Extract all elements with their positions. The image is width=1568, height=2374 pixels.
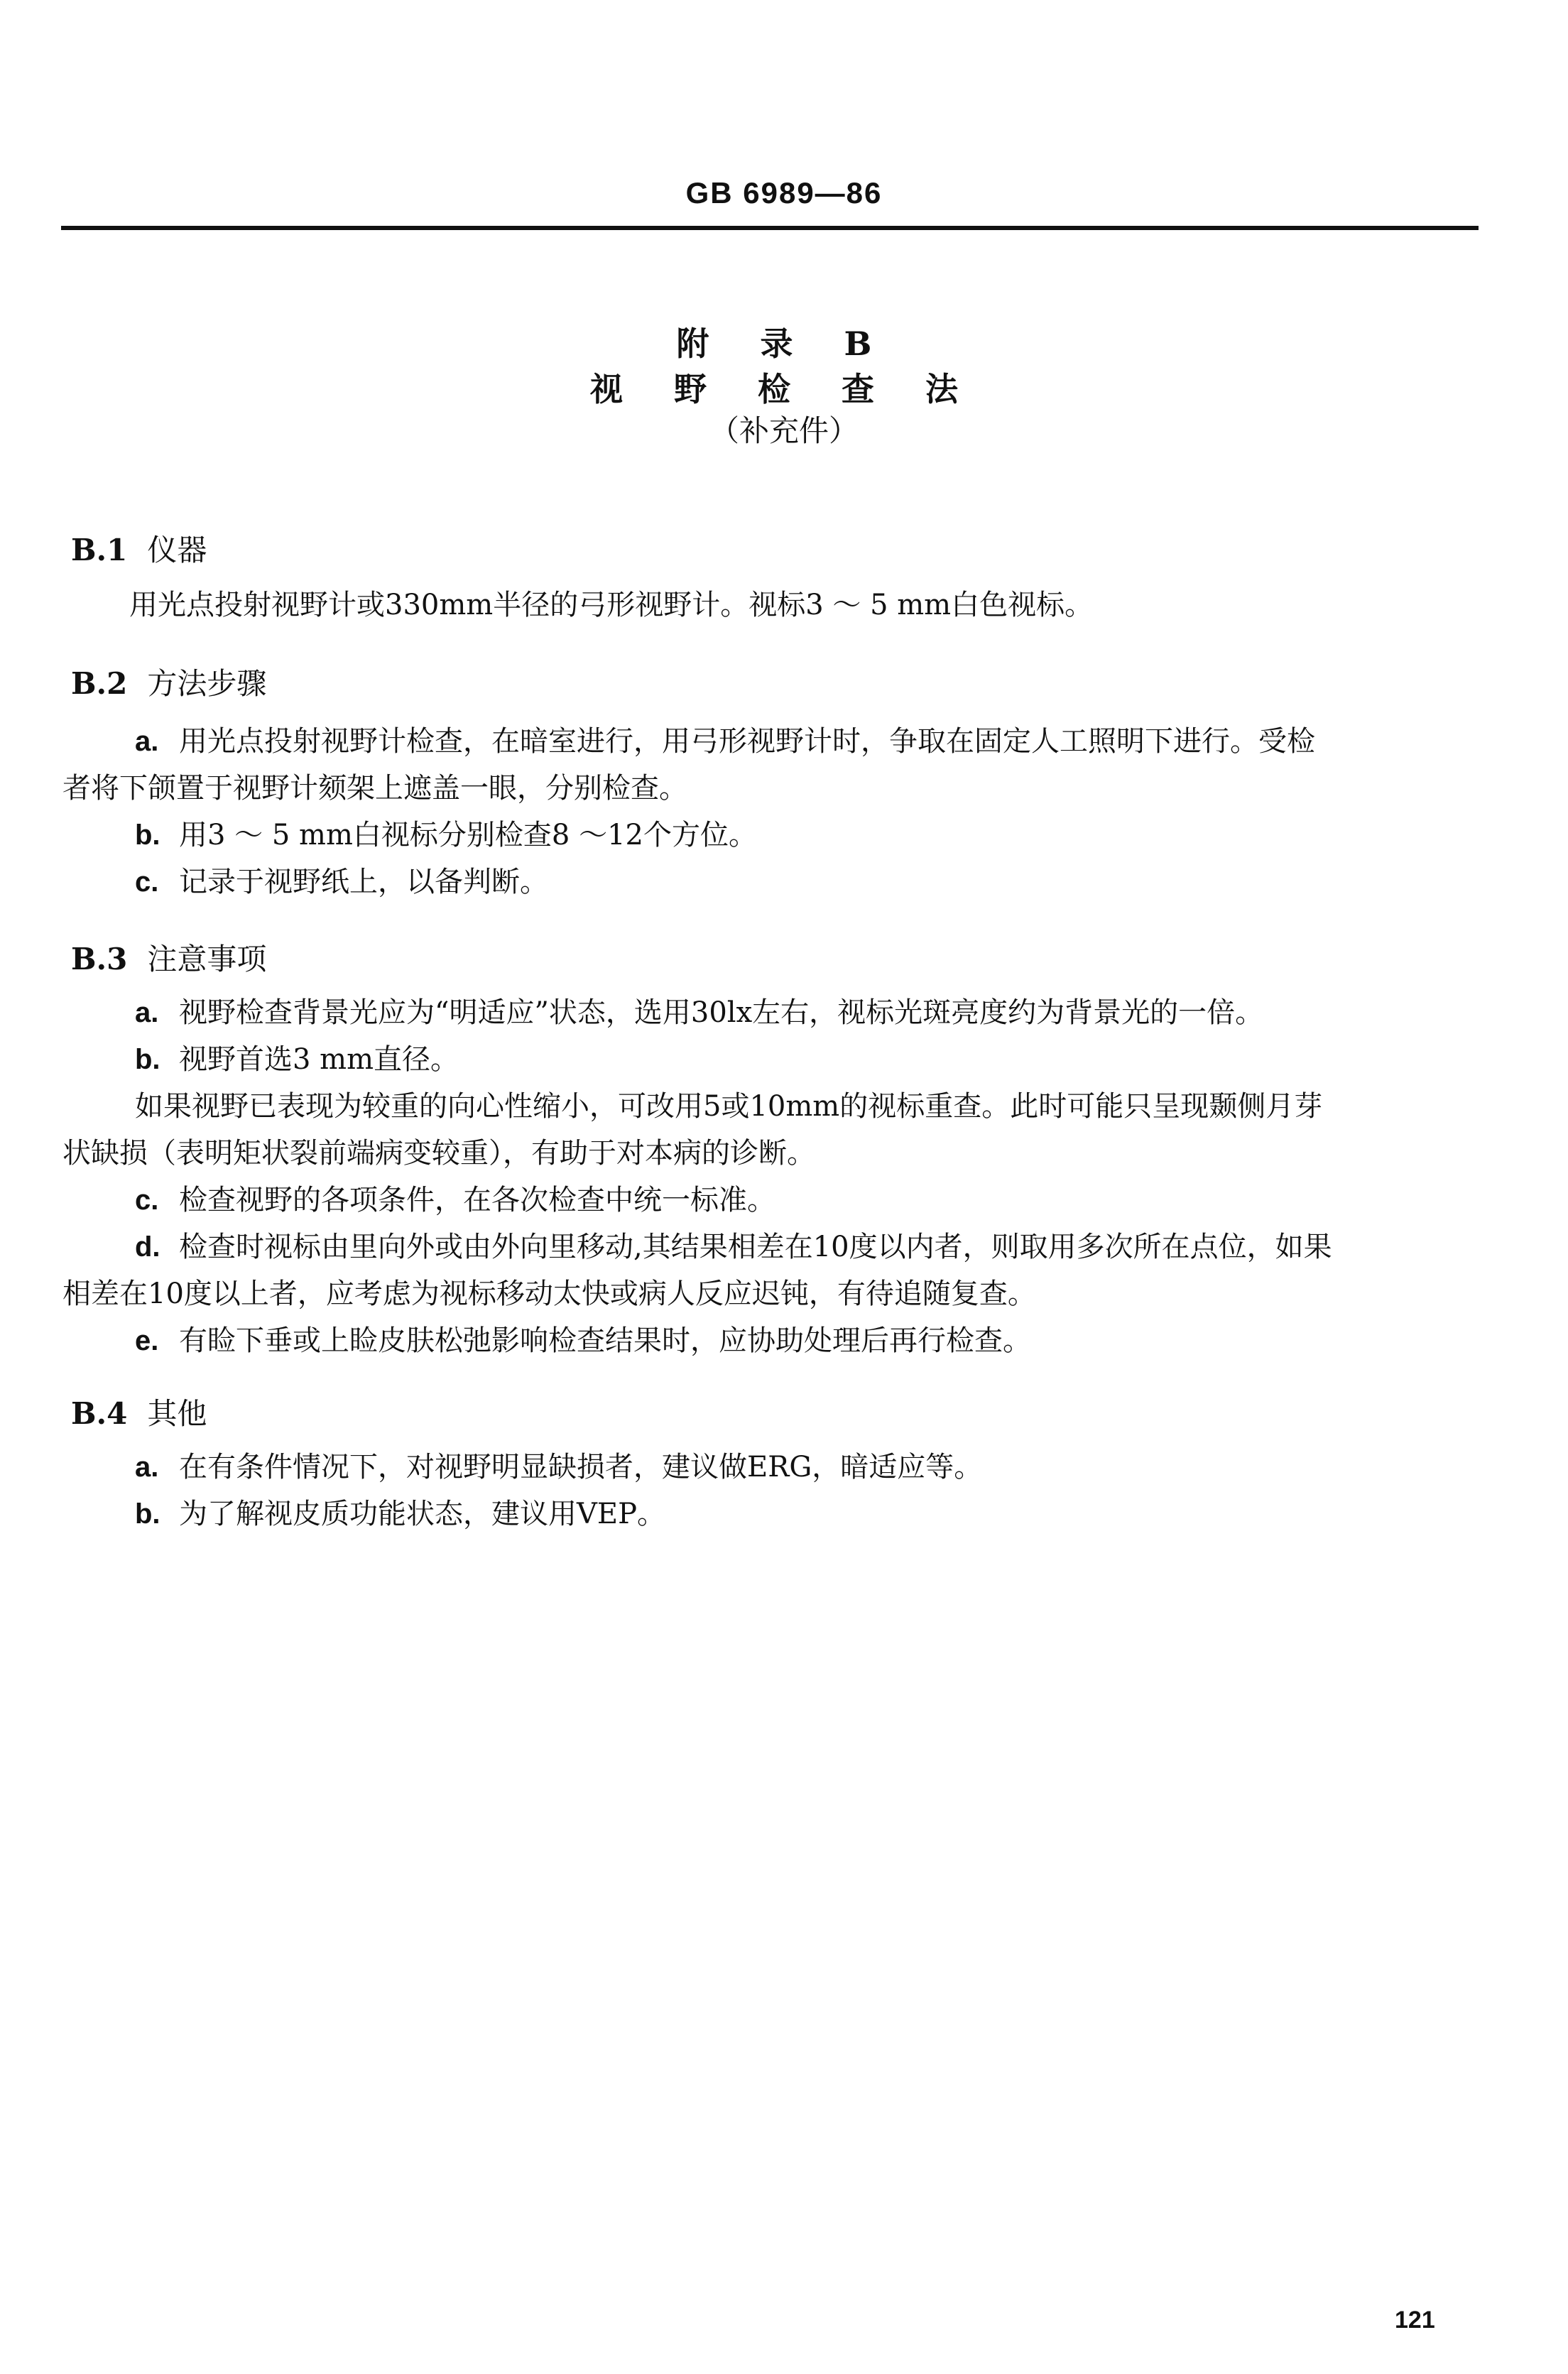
section-number: B.1 xyxy=(71,533,128,567)
section-name: 仪器 xyxy=(147,533,207,567)
section-heading-b2 xyxy=(71,660,266,703)
list-item xyxy=(135,1500,665,1528)
list-item xyxy=(135,1324,1031,1357)
paragraph-text: 记录于视野纸上，以备判断。 xyxy=(179,866,548,898)
list-marker: b. xyxy=(135,820,160,851)
list-marker: a. xyxy=(135,726,159,757)
list-marker: c. xyxy=(135,866,159,898)
paragraph-line: 状缺损（表明矩状裂前端病变较重），有助于对本病的诊断。 xyxy=(62,1137,815,1170)
section-number: B.3 xyxy=(71,942,128,976)
list-item xyxy=(135,1186,775,1214)
paragraph-text: 有睑下垂或上睑皮肤松弛影响检查结果时，应协助处理后再行检查。 xyxy=(179,1324,1031,1357)
list-item xyxy=(135,1453,982,1481)
paragraph: 用光点投射视野计或330mm半径的弓形视野计。视标3 ～ 5 mm白色视标。 xyxy=(129,589,1094,621)
section-number: B.2 xyxy=(71,666,128,701)
section-name: 方法步骤 xyxy=(147,666,267,701)
section-heading-b4 xyxy=(71,1390,207,1433)
appendix-label: 附 录 B xyxy=(676,325,892,363)
standard-code-header: GB 6989—86 xyxy=(685,176,883,209)
list-marker: a. xyxy=(135,1452,159,1483)
section-name: 注意事项 xyxy=(147,942,267,976)
list-marker: d. xyxy=(135,1231,160,1263)
paragraph-line: 相差在10度以上者，应考虑为视标移动太快或病人反应迟钝，有待追随复查。 xyxy=(62,1278,1036,1310)
list-marker: b. xyxy=(135,1044,160,1075)
appendix-title: 视 野 检 查 法 xyxy=(589,370,979,408)
list-marker: b. xyxy=(135,1498,160,1530)
paragraph-line: 如果视野已表现为较重的向心性缩小，可改用5或10mm的视标重查。此时可能只呈现颞侧月芽 xyxy=(135,1090,1323,1123)
list-item xyxy=(135,821,757,849)
page-number: 121 xyxy=(1395,2307,1435,2334)
list-marker: e. xyxy=(135,1325,159,1356)
paragraph-line: 检查时视标由里向外或由外向里移动,其结果相差在10度以内者，则取用多次所在点位，如果 xyxy=(179,1231,1332,1263)
paragraph-line: 者将下颌置于视野计颏架上遮盖一眼，分别检查。 xyxy=(62,772,687,805)
section-name: 其他 xyxy=(147,1396,207,1431)
header-rule xyxy=(61,226,1479,230)
list-item xyxy=(135,998,1263,1027)
list-item xyxy=(135,727,1315,756)
paragraph-text: 用3 ～ 5 mm白视标分别检查8 ～12个方位。 xyxy=(179,819,757,851)
paragraph-text: 在有条件情况下，对视野明显缺损者，建议做ERG，暗适应等。 xyxy=(179,1451,983,1483)
paragraph-text: 检查视野的各项条件，在各次检查中统一标准。 xyxy=(179,1184,775,1216)
appendix-note: （补充件） xyxy=(709,413,859,448)
list-marker: c. xyxy=(135,1185,159,1216)
paragraph-line: 用光点投射视野计检查，在暗室进行，用弓形视野计时，争取在固定人工照明下进行。受检 xyxy=(179,725,1315,758)
paragraph-text: 视野检查背景光应为“明适应”状态，选用30lx左右，视标光斑亮度约为背景光的一倍。 xyxy=(179,996,1264,1029)
paragraph-text: 视野首选3 mm直径。 xyxy=(179,1043,459,1076)
list-item xyxy=(135,868,548,896)
section-number: B.4 xyxy=(71,1396,128,1431)
list-item xyxy=(135,1045,459,1074)
section-heading-b3 xyxy=(71,936,266,979)
section-heading-b1 xyxy=(71,527,207,570)
list-marker: a. xyxy=(135,997,159,1028)
list-item xyxy=(135,1233,1332,1261)
paragraph-text: 为了解视皮质功能状态，建议用VEP。 xyxy=(179,1498,665,1530)
